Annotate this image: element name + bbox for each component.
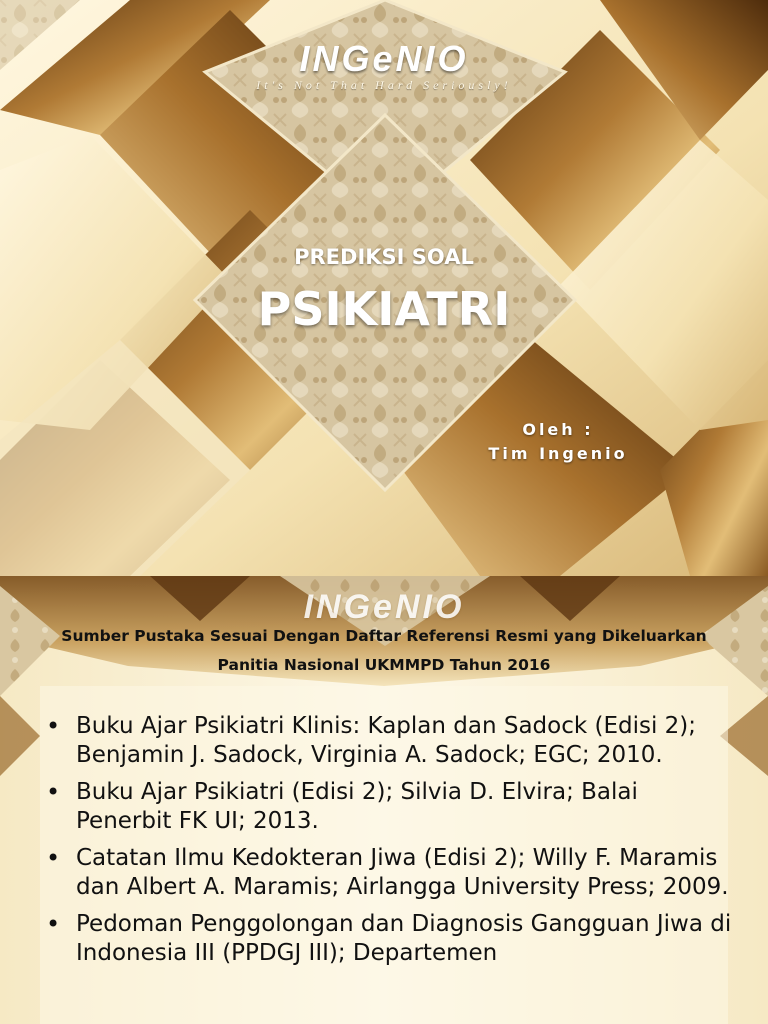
brand-logo: INGeNIO (299, 38, 469, 79)
list-item (44, 712, 734, 770)
byline-name: Tim Ingenio (488, 444, 628, 463)
bullet-icon: • (46, 778, 61, 806)
reference-text: Catatan Ilmu Kedokteran Jiwa (Edisi 2); Willy F. Maramis dan Albert A. Maramis; Airlangga University Press; 2009. (76, 845, 729, 900)
references-slide (0, 576, 768, 1024)
bullet-icon: • (46, 910, 61, 938)
byline-label: Oleh : (522, 420, 594, 439)
logo-watermark: INGeNIO (303, 588, 465, 626)
reference-text: Buku Ajar Psikiatri Klinis: Kaplan dan Sadock (Edisi 2); Benjamin J. Sadock, Virginia A. Sadock; EGC; 2010. (76, 713, 697, 768)
list-item (44, 910, 734, 968)
reference-text: Pedoman Penggolongan dan Diagnosis Gangguan Jiwa di Indonesia III (PPDGJ III); Departemen (76, 911, 732, 966)
brand-tagline: It's Not That Hard Seriously! (256, 78, 512, 92)
list-item (44, 844, 734, 902)
bullet-icon: • (46, 844, 61, 872)
references-list (44, 712, 734, 976)
reference-text: Buku Ajar Psikiatri (Edisi 2); Silvia D. Elvira; Balai Penerbit FK UI; 2013. (76, 779, 638, 834)
bullet-icon: • (46, 712, 61, 740)
slide-subtitle: PREDIKSI SOAL (294, 245, 474, 269)
references-heading: Sumber Pustaka Sesuai Dengan Daftar Referensi Resmi yang Dikeluarkan Panitia Nasional UKMMPD Tahun 2016 (61, 627, 707, 674)
slide-title: PSIKIATRI (257, 282, 511, 336)
list-item (44, 778, 734, 836)
